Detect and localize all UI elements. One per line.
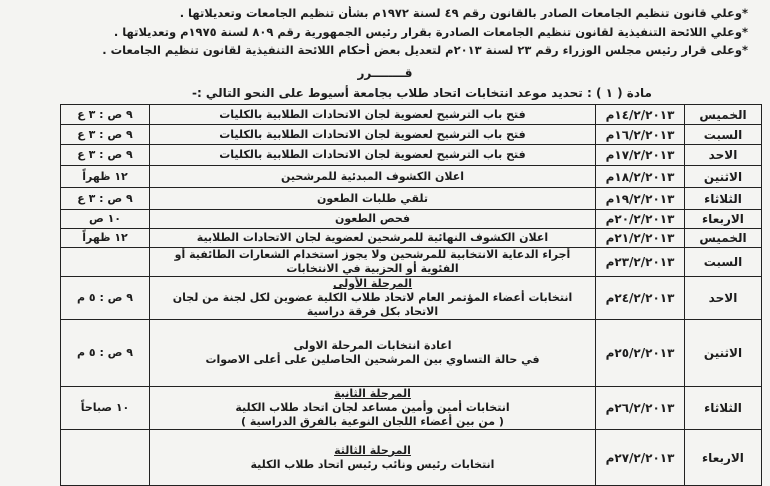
schedule-date: ١٤/٢/٢٠١٣م <box>596 105 685 125</box>
schedule-activity <box>150 105 596 125</box>
schedule-day: الاربعاء <box>685 210 762 229</box>
schedule-activity <box>150 430 596 486</box>
schedule-row <box>61 320 762 387</box>
schedule-activity-line: فتح باب الترشيح لعضوية لجان الاتحادات الطلابية بالكليات <box>219 127 526 141</box>
schedule-time: ١٢ ظهراً <box>61 229 150 248</box>
schedule-activity <box>150 229 596 248</box>
schedule-date: ٢١/٢/٢٠١٣م <box>596 229 685 248</box>
schedule-activity-line: أجراء الدعاية الانتخابية للمرشحين ولا يجوز استخدام الشعارات الطائفية أو <box>174 248 571 261</box>
election-schedule-table <box>60 104 762 486</box>
schedule-activity <box>150 248 596 277</box>
schedule-day: الاثنين <box>685 166 762 188</box>
schedule-stage-label: المرحلة الثالثة <box>334 443 411 457</box>
schedule-row <box>61 188 762 210</box>
schedule-day: الثلاثاء <box>685 188 762 210</box>
schedule-date: ١٦/٢/٢٠١٣م <box>596 125 685 145</box>
schedule-activity-line: اعلان الكشوف المبدئية للمرشحين <box>280 169 465 183</box>
schedule-activity-line: في حالة التساوي بين المرشحين الحاصلين على أعلى الاصوات <box>205 353 540 366</box>
schedule-row <box>61 430 762 486</box>
schedule-row <box>61 105 762 125</box>
schedule-activity-line: الفئوية أو الحزبية في الانتخابات <box>286 262 459 275</box>
schedule-time <box>61 248 150 277</box>
schedule-date: ٢٤/٢/٢٠١٣م <box>596 277 685 320</box>
schedule-date: ٢٠/٢/٢٠١٣م <box>596 210 685 229</box>
schedule-time: ١٠ ص <box>61 210 150 229</box>
schedule-activity-line: انتخابات أعضاء المؤتمر العام لاتحاد طلاب الكلية عضوين لكل لجنة من لجان <box>172 291 573 304</box>
schedule-row <box>61 248 762 277</box>
schedule-activity <box>150 166 596 188</box>
schedule-day: الاحد <box>685 145 762 166</box>
schedule-date: ١٨/٢/٢٠١٣م <box>596 166 685 188</box>
schedule-row <box>61 145 762 166</box>
preamble-line-1: *وعلي قانون تنظيم الجامعات الصادر بالقانون رقم ٤٩ لسنة ١٩٧٢م بشأن تنظيم الجامعات وتعديلاتها . <box>179 6 748 20</box>
schedule-date: ١٧/٢/٢٠١٣م <box>596 145 685 166</box>
schedule-activity <box>150 387 596 430</box>
schedule-day: الخميس <box>685 229 762 248</box>
schedule-time: ٩ ص : ٥ م <box>61 277 150 320</box>
schedule-day: الاثنين <box>685 320 762 387</box>
schedule-activity-line: فحص الطعون <box>334 212 411 225</box>
schedule-row <box>61 210 762 229</box>
schedule-row <box>61 229 762 248</box>
schedule-activity <box>150 145 596 166</box>
schedule-time: ١٠ صباحاً <box>61 387 150 430</box>
schedule-time: ٩ ص : ٣ ع <box>61 105 150 125</box>
schedule-day: الخميس <box>685 105 762 125</box>
schedule-activity-line: انتخابات أمين وأمين مساعد لجان اتحاد طلاب الكلية <box>235 401 510 414</box>
schedule-date: ٢٥/٢/٢٠١٣م <box>596 320 685 387</box>
schedule-activity <box>150 320 596 387</box>
schedule-day: السبت <box>685 248 762 277</box>
schedule-row <box>61 166 762 188</box>
schedule-time: ٩ ص : ٣ ع <box>61 188 150 210</box>
schedule-day: الاربعاء <box>685 430 762 486</box>
schedule-activity-line: اعلان الكشوف النهائية للمرشحين لعضوية لجان الاتحادات الطلابية <box>196 231 549 244</box>
schedule-time <box>61 430 150 486</box>
schedule-activity-line: ( من بين أعضاء اللجان النوعية بالفرق الدراسية ) <box>241 415 504 428</box>
schedule-date: ١٩/٢/٢٠١٣م <box>596 188 685 210</box>
preamble-line-3: *وعلى قرار رئيس مجلس الوزراء رقم ٢٣ لسنة ٢٠١٣م لتعديل بعض أحكام اللائحة التنفيذية لقانون تنظيم الجامعات . <box>102 43 748 57</box>
schedule-activity-line: الاتحاد بكل فرقة دراسية <box>306 305 439 318</box>
schedule-activity-line: انتخابات رئيس ونائب رئيس اتحاد طلاب الكلية <box>250 457 495 471</box>
schedule-date: ٢٧/٢/٢٠١٣م <box>596 430 685 486</box>
schedule-day: السبت <box>685 125 762 145</box>
schedule-activity <box>150 210 596 229</box>
schedule-row <box>61 387 762 430</box>
schedule-activity <box>150 277 596 320</box>
schedule-date: ٢٣/٢/٢٠١٣م <box>596 248 685 277</box>
schedule-day: الاحد <box>685 277 762 320</box>
schedule-activity-line: اعادة انتخابات المرحلة الاولى <box>293 339 452 352</box>
schedule-row <box>61 277 762 320</box>
schedule-activity-line: فتح باب الترشيح لعضوية لجان الاتحادات الطلابية بالكليات <box>219 107 526 121</box>
schedule-activity-line: تلقي طلبات الطعون <box>317 191 428 205</box>
schedule-row <box>61 125 762 145</box>
schedule-activity <box>150 125 596 145</box>
schedule-day: الثلاثاء <box>685 387 762 430</box>
preamble-line-2: *وعلي اللائحة التنفيذية لقانون تنظيم الجامعات الصادرة بقرار رئيس الجمهورية رقم ٨٠٩ لسنة ١٩٧٥م وتعديلاتها . <box>113 25 748 39</box>
schedule-date: ٢٦/٢/٢٠١٣م <box>596 387 685 430</box>
schedule-time: ١٢ ظهراً <box>61 166 150 188</box>
schedule-time: ٩ ص : ٣ ع <box>61 145 150 166</box>
schedule-time: ٩ ص : ٥ م <box>61 320 150 387</box>
article-heading: مادة ( ١ ) : تحديد موعد انتخابات اتحاد طلاب بجامعة أسيوط على النحو التالي :- <box>191 86 652 100</box>
decree-title: قــــــــرر <box>357 66 413 80</box>
schedule-stage-label: المرحلة الثانية <box>334 387 411 400</box>
schedule-time: ٩ ص : ٣ ع <box>61 125 150 145</box>
schedule-activity <box>150 188 596 210</box>
schedule-stage-label: المرحلة الأولى <box>332 277 413 290</box>
schedule-activity-line: فتح باب الترشيح لعضوية لجان الاتحادات الطلابية بالكليات <box>219 148 526 161</box>
